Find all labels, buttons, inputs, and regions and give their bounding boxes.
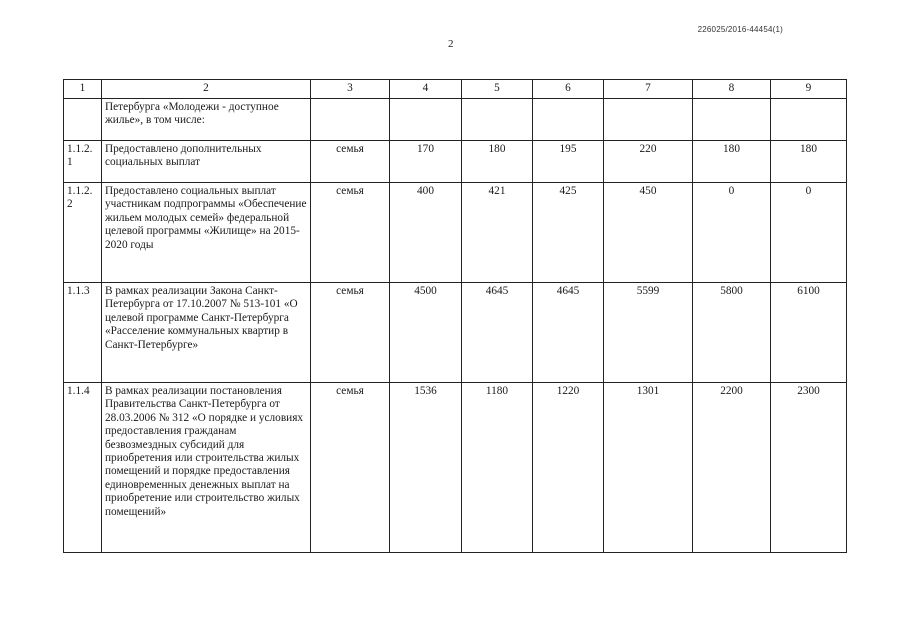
column-header: 1 xyxy=(64,80,102,99)
value-cell: 425 xyxy=(533,183,604,283)
unit-cell: семья xyxy=(311,141,390,183)
value-cell: 195 xyxy=(533,141,604,183)
value-cell: 5599 xyxy=(604,283,693,383)
value-cell: 180 xyxy=(462,141,533,183)
table-row xyxy=(64,183,847,283)
row-number-cell: 1.1.3 xyxy=(64,283,102,383)
value-cell: 1220 xyxy=(533,383,604,553)
value-cell: 170 xyxy=(390,141,462,183)
row-number-cell: 1.1.2. 2 xyxy=(64,183,102,283)
value-cell: 4645 xyxy=(533,283,604,383)
table-row xyxy=(64,283,847,383)
column-header: 2 xyxy=(102,80,311,99)
value-cell xyxy=(604,99,693,141)
indicators-table xyxy=(63,79,847,553)
value-cell: 450 xyxy=(604,183,693,283)
value-cell: 1301 xyxy=(604,383,693,553)
column-header: 3 xyxy=(311,80,390,99)
table-row xyxy=(64,99,847,141)
row-description-cell: Предоставлено дополнительных социальных выплат xyxy=(102,141,311,183)
value-cell: 0 xyxy=(693,183,771,283)
value-cell: 421 xyxy=(462,183,533,283)
value-cell: 1536 xyxy=(390,383,462,553)
value-cell: 4645 xyxy=(462,283,533,383)
column-header: 8 xyxy=(693,80,771,99)
value-cell: 0 xyxy=(771,183,847,283)
column-header: 6 xyxy=(533,80,604,99)
value-cell xyxy=(533,99,604,141)
value-cell: 4500 xyxy=(390,283,462,383)
row-number-cell xyxy=(64,99,102,141)
unit-cell xyxy=(311,99,390,141)
value-cell: 220 xyxy=(604,141,693,183)
column-header: 4 xyxy=(390,80,462,99)
column-header: 9 xyxy=(771,80,847,99)
value-cell: 400 xyxy=(390,183,462,283)
row-number-cell: 1.1.4 xyxy=(64,383,102,553)
table-header-row xyxy=(64,80,847,99)
value-cell: 5800 xyxy=(693,283,771,383)
value-cell xyxy=(390,99,462,141)
table-row xyxy=(64,383,847,553)
unit-cell: семья xyxy=(311,283,390,383)
page-number: 2 xyxy=(448,38,454,50)
column-header: 5 xyxy=(462,80,533,99)
row-number-cell: 1.1.2. 1 xyxy=(64,141,102,183)
row-description-cell: Петербурга «Молодежи - доступное жилье», в том числе: xyxy=(102,99,311,141)
value-cell: 180 xyxy=(693,141,771,183)
unit-cell: семья xyxy=(311,183,390,283)
value-cell: 6100 xyxy=(771,283,847,383)
value-cell: 180 xyxy=(771,141,847,183)
value-cell: 1180 xyxy=(462,383,533,553)
value-cell xyxy=(693,99,771,141)
row-description-cell: В рамках реализации постановления Правительства Санкт-Петербурга от 28.03.2006 № 312 «О порядке и условиях предоставления гражданам безвозмездных субсидий для приобретения или строительства жилых помещений и порядке предоставления единовременных денежных выплат на приобретение или строительство жилых помещений» xyxy=(102,383,311,553)
row-description-cell: Предоставлено социальных выплат участникам подпрограммы «Обеспечение жильем молодых семей» федеральной целевой программы «Жилище» на 2015-2020 годы xyxy=(102,183,311,283)
unit-cell: семья xyxy=(311,383,390,553)
column-header: 7 xyxy=(604,80,693,99)
value-cell: 2300 xyxy=(771,383,847,553)
table-row xyxy=(64,141,847,183)
value-cell: 2200 xyxy=(693,383,771,553)
value-cell xyxy=(771,99,847,141)
value-cell xyxy=(462,99,533,141)
document-reference-number: 226025/2016-44454(1) xyxy=(697,25,783,34)
row-description-cell: В рамках реализации Закона Санкт-Петербурга от 17.10.2007 № 513-101 «О целевой программе Санкт-Петербурга «Расселение коммунальных квартир в Санкт-Петербурге» xyxy=(102,283,311,383)
